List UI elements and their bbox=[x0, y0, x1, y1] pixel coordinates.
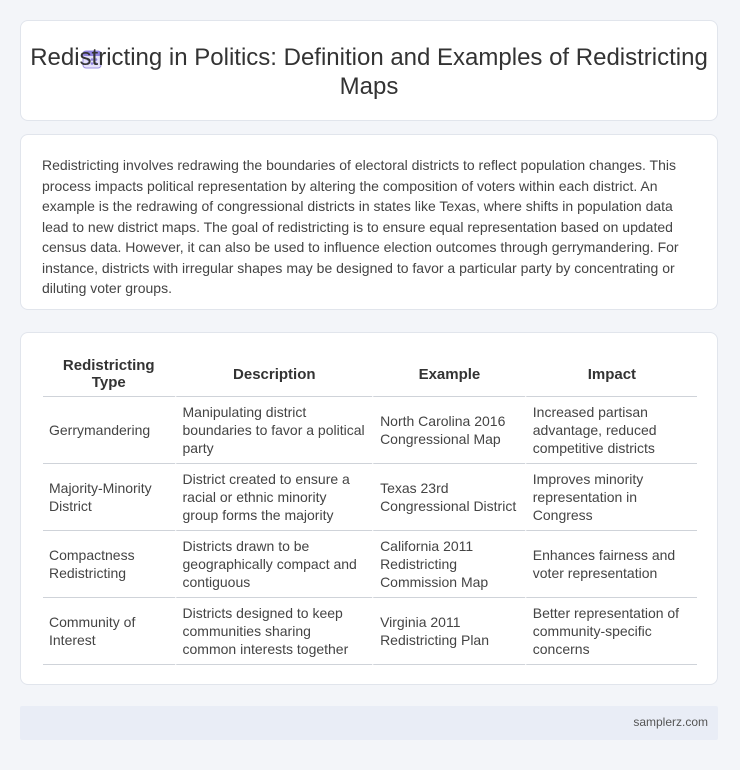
cell-example: Texas 23rd Congressional District bbox=[372, 464, 525, 531]
cell-description: Districts designed to keep communities sharing common interests together bbox=[175, 598, 373, 665]
page-title: Redistricting in Politics: Definition and Examples of Redistricting Maps bbox=[30, 44, 708, 100]
cell-description: District created to ensure a racial or ethnic minority group forms the majority bbox=[175, 464, 373, 531]
intro-paragraph: Redistricting involves redrawing the boundaries of electoral districts to reflect population changes. This process impacts political representation by altering the composition of voters within each district. An example is the redrawing of congressional districts in states like Texas, where shifts in population data lead to new district maps. The goal of redistricting is to ensure equal representation based on updated census data. However, it can also be used to influence election outcomes through gerrymandering. For instance, districts with irregular shapes may be designed to favor a particular party by concentrating or diluting voter groups. bbox=[42, 157, 679, 296]
cell-type: Compactness Redistricting bbox=[43, 531, 175, 598]
header-example: Example bbox=[372, 352, 525, 397]
table-header-row bbox=[43, 352, 697, 397]
header-impact: Impact bbox=[525, 352, 697, 397]
cell-type: Gerrymandering bbox=[43, 397, 175, 464]
table-row bbox=[43, 397, 697, 464]
cell-type: Community of Interest bbox=[43, 598, 175, 665]
table-row bbox=[43, 464, 697, 531]
cell-example: California 2011 Redistricting Commission Map bbox=[372, 531, 525, 598]
cell-impact: Better representation of community-specific concerns bbox=[525, 598, 697, 665]
cell-example: Virginia 2011 Redistricting Plan bbox=[372, 598, 525, 665]
cell-example: North Carolina 2016 Congressional Map bbox=[372, 397, 525, 464]
table-row bbox=[43, 598, 697, 665]
table-card bbox=[20, 332, 718, 685]
cell-impact: Enhances fairness and voter representation bbox=[525, 531, 697, 598]
header-description: Description bbox=[175, 352, 373, 397]
table-row bbox=[43, 531, 697, 598]
redistricting-table bbox=[43, 352, 697, 665]
footer-bar bbox=[20, 706, 718, 740]
cell-impact: Improves minority representation in Congress bbox=[525, 464, 697, 531]
cell-impact: Increased partisan advantage, reduced competitive districts bbox=[525, 397, 697, 464]
cell-description: Manipulating district boundaries to favor a political party bbox=[175, 397, 373, 464]
footer-source-link[interactable]: samplerz.com bbox=[633, 715, 708, 729]
header-redistricting-type: Redistricting Type bbox=[43, 352, 175, 397]
intro-card bbox=[20, 134, 718, 310]
title-card bbox=[20, 20, 718, 121]
cell-description: Districts drawn to be geographically compact and contiguous bbox=[175, 531, 373, 598]
cell-type: Majority-Minority District bbox=[43, 464, 175, 531]
